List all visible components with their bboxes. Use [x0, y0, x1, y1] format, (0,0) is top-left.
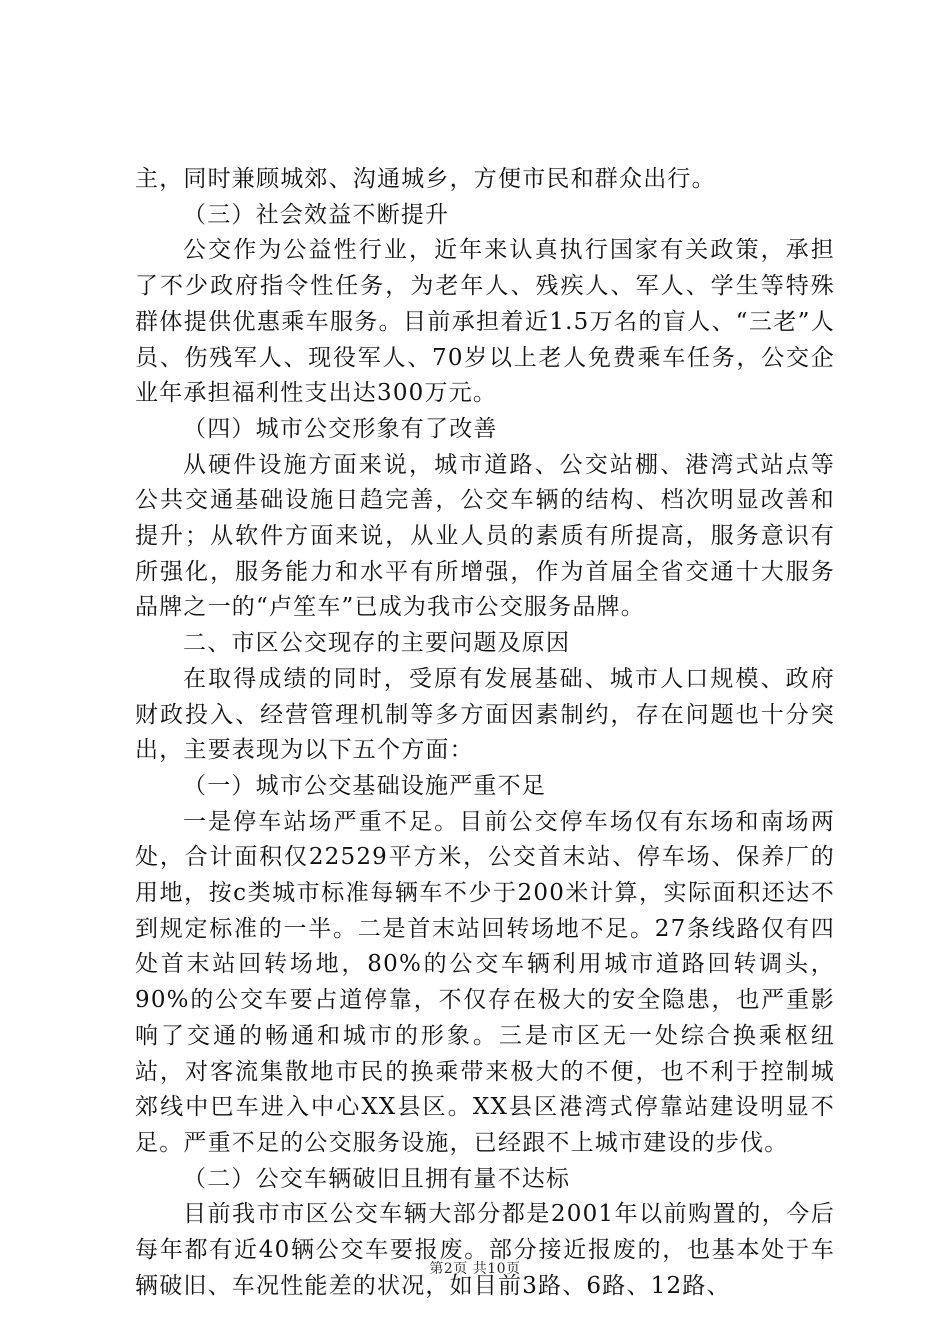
section-heading-2: （二）公交车辆破旧且拥有量不达标 — [183, 1165, 571, 1192]
paragraph-social-benefit: 公交作为公益性行业，近年来认真执行国家有关政策，承担了不少政府指令性任务，为老年人、残疾人、军人、学生等特殊群体提供优惠乘车服务。目前承担着近1.5万名的盲人、“三老”人员、伤残军人、现役军人、70岁以上老人免费乘车任务，公交企业年承担福利性支出达300万元。 — [135, 237, 835, 407]
chapter-heading-2: 二、市区公交现存的主要问题及原因 — [183, 630, 571, 657]
section-heading-4: （四）城市公交形象有了改善 — [183, 415, 498, 442]
paragraph-city-image: 从硬件设施方面来说，城市道路、公交站棚、港湾式站点等公共交通基础设施日趋完善，公交车辆的结构、档次明显改善和提升；从软件方面来说，从业人员的素质有所提高，服务意识有所强化，服务能力和水平有所增强，作为首届全省交通十大服务品牌之一的“卢笙车”已成为我市公交服务品牌。 — [135, 451, 835, 621]
paragraph-vehicles: 目前我市市区公交车辆大部分都是2001年以前购置的，今后每年都有近40辆公交车要报废。部分接近报废的，也基本处于车辆破旧、车况性能差的状况，如目前3路、6路、12路、 — [135, 1201, 835, 1299]
paragraph-continuation: 主，同时兼顾城郊、沟通城乡，方便市民和群众出行。 — [135, 166, 716, 192]
paragraph-infrastructure: 一是停车站场严重不足。目前公交停车场仅有东场和南场两处，合计面积仅22529平方米，公交首末站、停车场、保养厂的用地，按c类城市标准每辆车不少于200米计算，实际面积还达不到规定标准的一半。二是首末站回转场地不足。27条线路仅有四处首末站回转场地，80%的公交车辆利用城市道路回转调头，90%的公交车要占道停靠，不仅存在极大的安全隐患，也严重影响了交通的畅通和城市的形象。三是市区无一处综合换乘枢纽站，对客流集散地市民的换乘带来极大的不便，也不利于控制城郊线中巴车进入中心XX县区。XX县区港湾式停靠站建设明显不足。严重不足的公交服务设施，已经跟不上城市建设的步伐。 — [135, 808, 835, 1156]
paragraph-problems-intro: 在取得成绩的同时，受原有发展基础、城市人口规模、政府财政投入、经营管理机制等多方面因素制约，存在问题也十分突出，主要表现为以下五个方面： — [135, 665, 835, 764]
section-heading-3: （三）社会效益不断提升 — [183, 201, 450, 228]
section-heading-1: （一）城市公交基础设施严重不足 — [183, 772, 546, 799]
page-number-footer: 第2页 共10页 — [429, 1261, 521, 1277]
body-text — [135, 162, 835, 1305]
